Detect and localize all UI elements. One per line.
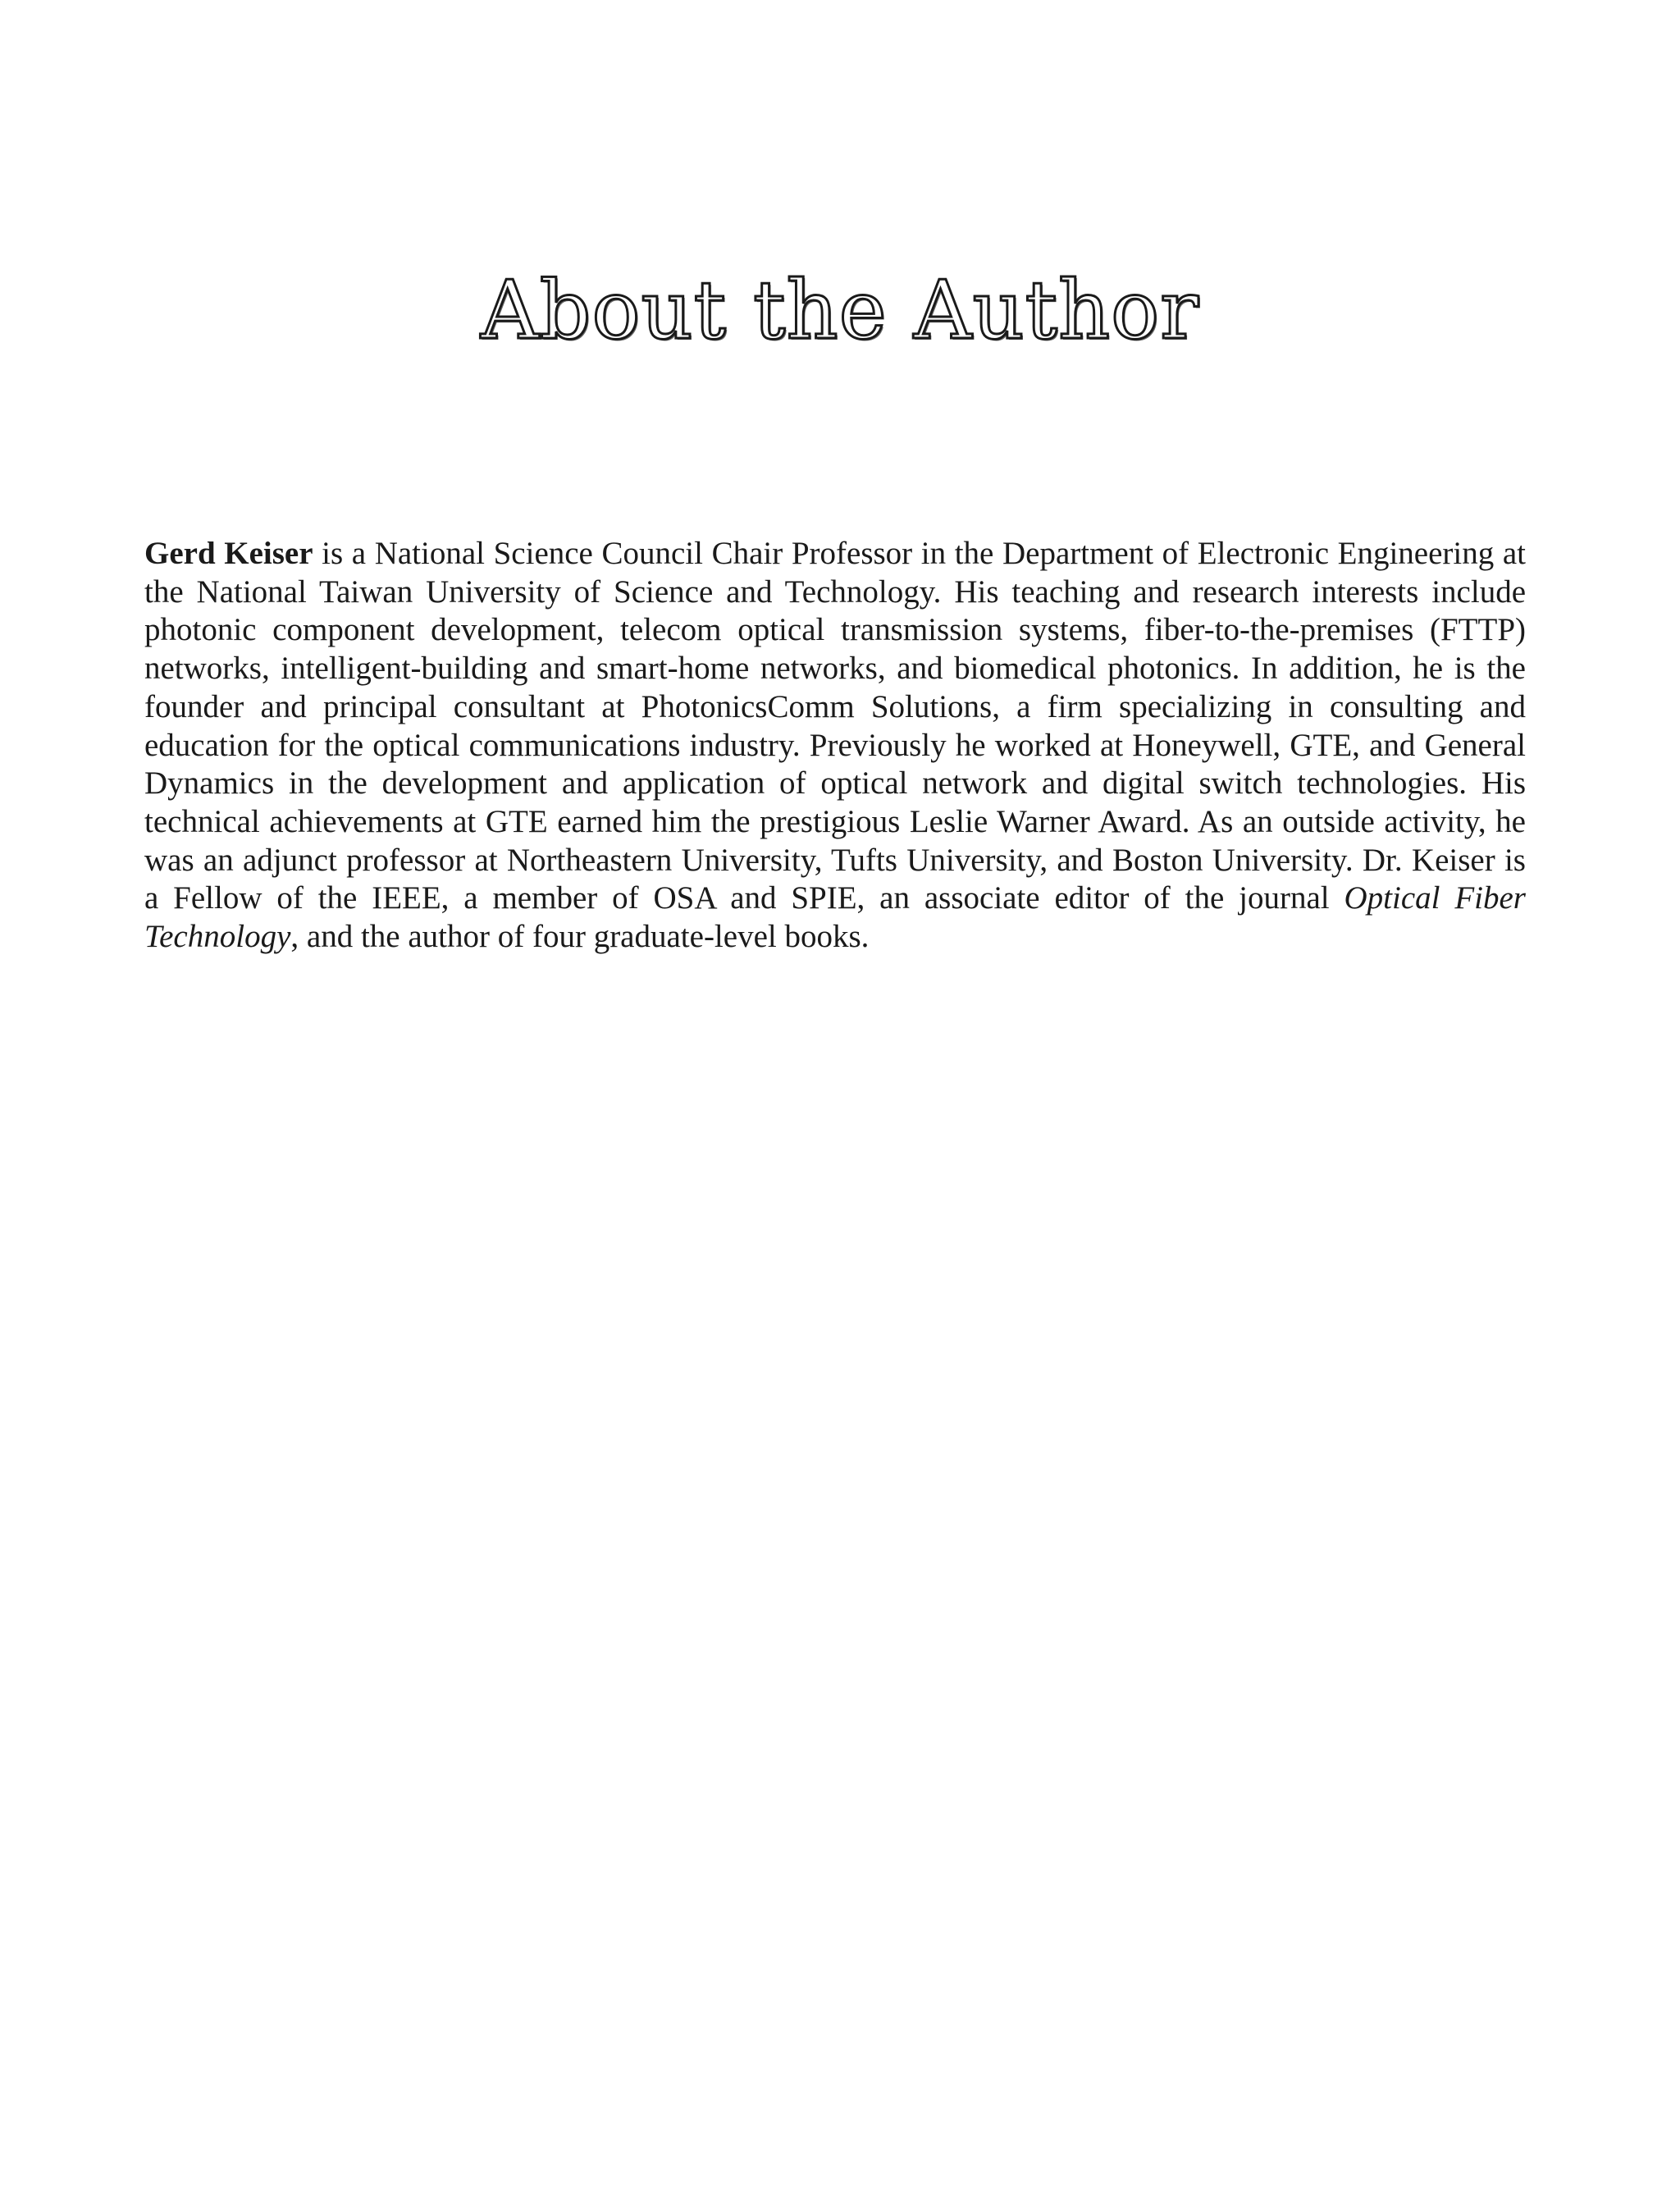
bio-text-end: , and the author of four graduate-level books. — [290, 919, 870, 955]
journal-title: Optical Fiber Technology — [144, 880, 1526, 955]
author-bio-paragraph — [144, 535, 1526, 957]
bio-text-main: is a National Science Council Chair Professor in the Department of Electronic Engineering at the National Taiwan University of Science and Technology. His teaching and research interests include photonic component development, telecom optical transmission systems, fiber-to-the-premises (FTTP) networks, intelligent-building and smart-home networks, and biomedical photonics. In addition, he is the founder and principal consultant at PhotonicsComm Solutions, a firm specializing in consulting and education for the optical communications industry. Previously he worked at Honeywell, GTE, and General Dynamics in the development and application of optical network and digital switch technologies. His technical achievements at GTE earned him the prestigious Leslie Warner Award. As an outside activity, he was an adjunct professor at Northeastern University, Tufts University, and Boston University. Dr. Keiser is a Fellow of the IEEE, a member of OSA and SPIE, an associate editor of the journal — [144, 536, 1526, 916]
page-title: About the Author — [480, 264, 1200, 358]
author-name: Gerd Keiser — [144, 536, 313, 571]
